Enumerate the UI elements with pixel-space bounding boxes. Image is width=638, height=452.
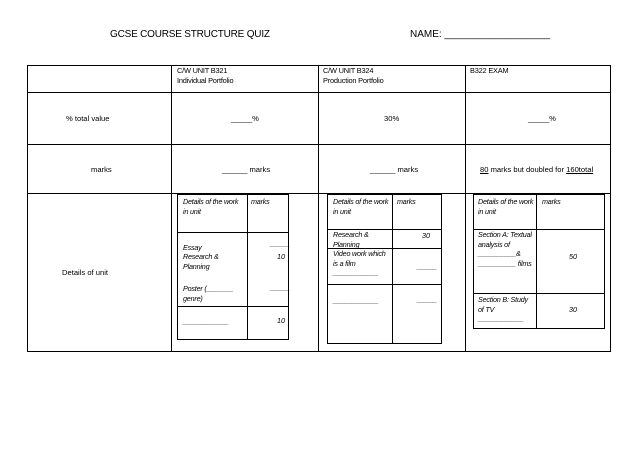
marks-b324: ______ marks — [370, 165, 419, 174]
row-label-details: Details of unit — [62, 268, 109, 277]
grid-line — [392, 195, 393, 343]
detail-marks: 30 — [422, 231, 430, 240]
detail-marks: 10 — [277, 252, 285, 261]
grid-line — [178, 306, 288, 307]
details-table-b322 — [473, 194, 605, 329]
detail-item: Essay — [183, 243, 202, 252]
detail-marks: _____ — [417, 295, 437, 304]
grid-line — [27, 65, 28, 352]
name-label: NAME: — [410, 29, 442, 40]
grid-line — [474, 293, 604, 294]
column-header-b322 — [470, 66, 508, 76]
grid-line — [247, 195, 248, 339]
grid-line — [328, 284, 441, 285]
grid-line — [465, 65, 466, 352]
detail-item: Research & Planning — [183, 252, 219, 271]
details-header: Details of the work in unit — [183, 197, 239, 216]
detail-item: Section A: Textual analysis of __________& __________ films — [478, 230, 532, 268]
grid-line — [178, 232, 288, 233]
detail-marks: 30 — [569, 305, 577, 314]
detail-marks: _____ — [270, 283, 290, 292]
grid-line — [27, 144, 611, 145]
details-table-b321 — [177, 194, 289, 340]
grid-line — [536, 195, 537, 328]
marks-header: marks — [251, 197, 270, 206]
detail-marks: 50 — [569, 252, 577, 261]
total-b322: _____% — [528, 114, 556, 123]
column-code: B322 EXAM — [470, 66, 509, 75]
detail-marks: _____ — [270, 239, 290, 248]
marks-b322 — [480, 165, 593, 174]
marks-header: marks — [542, 197, 561, 206]
total-b324: 30% — [384, 114, 400, 123]
grid-line — [318, 65, 319, 352]
name-blank: ___________________ — [444, 29, 551, 40]
detail-item: ____________ — [183, 317, 229, 326]
row-label-total: % total value — [66, 114, 110, 123]
details-table-b324 — [327, 194, 442, 344]
detail-item: ____________ — [333, 296, 379, 305]
column-code: C/W UNIT B321 — [177, 66, 228, 75]
marks-header: marks — [397, 197, 416, 206]
grid-line — [27, 65, 611, 66]
column-code: C/W UNIT B324 — [323, 66, 374, 75]
details-header: Details of the work in unit — [478, 197, 534, 216]
row-label-marks: marks — [91, 165, 112, 174]
column-subtitle: Individual Portfolio — [177, 76, 234, 85]
grid-line — [27, 351, 611, 352]
column-header-b324 — [323, 66, 384, 86]
marks-exam-total: 160total — [566, 165, 594, 174]
grid-line — [27, 92, 611, 93]
column-subtitle: Production Portfolio — [323, 76, 384, 85]
column-header-b321 — [177, 66, 233, 86]
marks-b321: ______ marks — [222, 165, 271, 174]
grid-line — [171, 65, 172, 352]
details-header: Details of the work in unit — [333, 197, 389, 216]
detail-item: Video work which is a film ____________ — [333, 249, 386, 277]
marks-exam-num: 80 — [480, 165, 489, 174]
detail-item: Research & Planning — [333, 230, 369, 249]
total-b321: _____% — [231, 114, 259, 123]
grid-line — [610, 65, 611, 352]
marks-exam-text: marks but doubled for — [488, 165, 567, 174]
detail-marks: 10 — [277, 316, 285, 325]
detail-marks: _____ — [417, 262, 437, 271]
detail-item: Poster (_______ genre) — [183, 284, 234, 303]
name-field[interactable] — [410, 29, 550, 40]
page-title: GCSE COURSE STRUCTURE QUIZ — [110, 29, 270, 40]
detail-item: Section B: Study of TV ____________ — [478, 295, 528, 323]
